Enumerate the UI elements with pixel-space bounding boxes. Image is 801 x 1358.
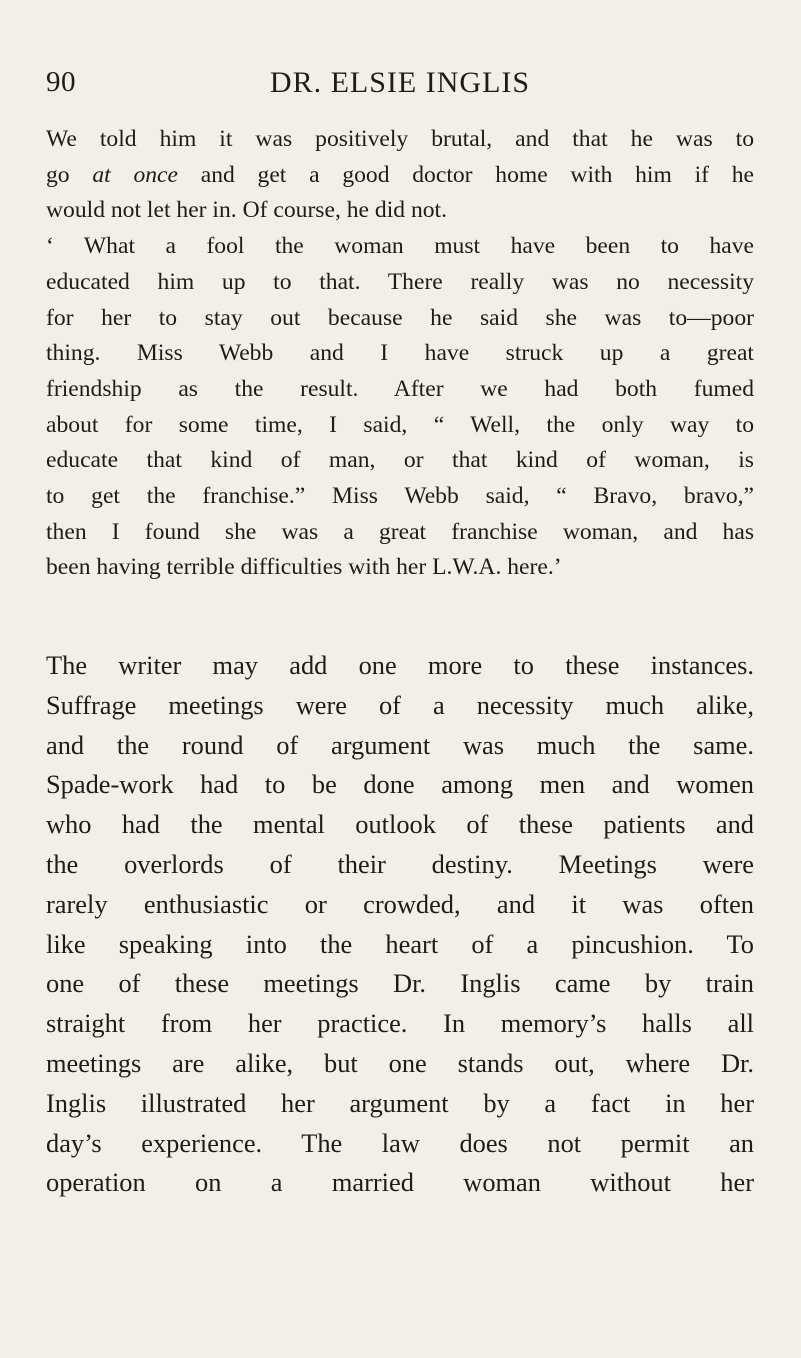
text-line: We told him it was positively brutal, and that he was to — [46, 126, 754, 152]
text-line: educated him up to that. There really was no necessity — [46, 268, 754, 295]
text-line: about for some time, I said, “ Well, the only way to — [46, 411, 754, 438]
page-header — [46, 66, 754, 110]
text-line: thing. Miss Webb and I have struck up a great — [46, 340, 754, 367]
text-line: then I found she was a great franchise woman, and has — [46, 518, 754, 545]
text-line: rarely enthusiastic or crowded, and it was often — [46, 888, 754, 919]
page-number: 90 — [46, 66, 76, 98]
text-line: straight from her practice. In memory’s halls all — [46, 1008, 754, 1039]
text-line: for her to stay out because he said she was to—poor — [46, 304, 754, 331]
text-line: one of these meetings Dr. Inglis came by train — [46, 968, 754, 999]
text-span: and get a good doctor home with him if he — [177, 161, 754, 188]
text-line: been having terrible difficulties with her L.W.A. here.’ — [46, 554, 562, 581]
text-span: go — [46, 161, 93, 188]
main-paragraph — [46, 646, 754, 1203]
text-line: ‘ What a fool the woman must have been to have — [46, 233, 754, 260]
text-line: the overlords of their destiny. Meetings were — [46, 848, 754, 879]
text-line: would not let her in. Of course, he did not. — [46, 197, 448, 224]
text-line: and the round of argument was much the same. — [46, 729, 754, 760]
text-line: educate that kind of man, or that kind of woman, is — [46, 447, 754, 474]
running-head: DR. ELSIE INGLIS — [269, 66, 531, 99]
text-line — [46, 158, 754, 194]
text-line: Spade-work had to be done among men and women — [46, 769, 754, 800]
text-line: Suffrage meetings were of a necessity much alike, — [46, 689, 754, 720]
text-line: operation on a married woman without her — [46, 1167, 754, 1198]
text-line: like speaking into the heart of a pincushion. To — [46, 928, 754, 959]
text-line: Inglis illustrated her argument by a fact in her — [46, 1087, 754, 1118]
text-line: friendship as the result. After we had both fumed — [46, 375, 754, 402]
text-line: meetings are alike, but one stands out, where Dr. — [46, 1047, 754, 1078]
quoted-letter-block — [46, 122, 754, 586]
text-line: day’s experience. The law does not permit an — [46, 1127, 754, 1158]
text-line: The writer may add one more to these instances. — [46, 650, 754, 680]
text-line: to get the franchise.” Miss Webb said, “ Bravo, bravo,” — [46, 483, 754, 510]
italic-emphasis: at once — [92, 161, 178, 188]
text-line: who had the mental outlook of these patients and — [46, 809, 754, 840]
